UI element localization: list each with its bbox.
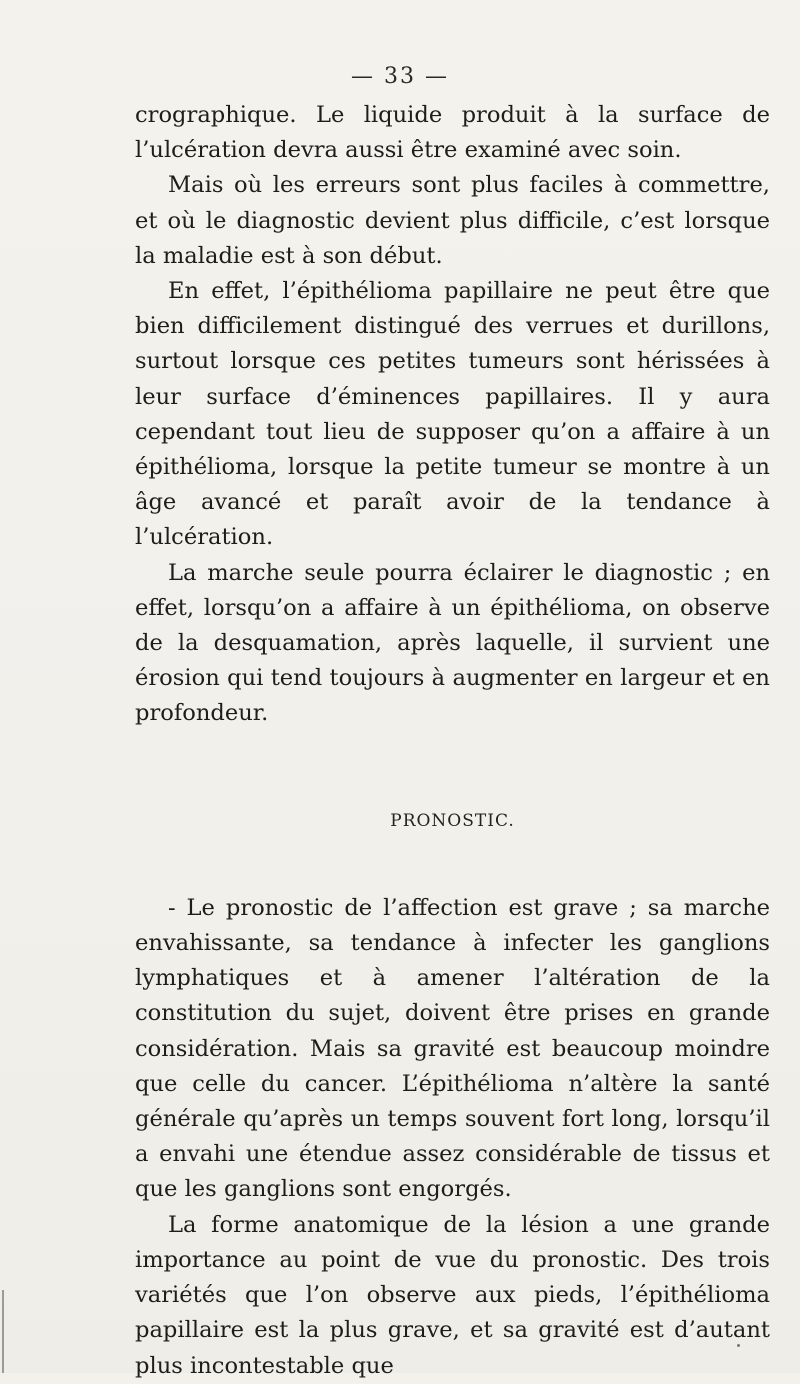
- paragraph-continuation: crographique. Le liquide produit à la surface de l’ulcération devra aussi être examiné avec soin.: [135, 102, 770, 164]
- paragraph: La forme anatomique de la lésion a une grande importance au point de vue du pronostic. Des trois variétés que l’on observe aux pieds, l’épithélioma papillaire est la plus grave, et sa gravité est d’autant plus incontestable que: [135, 1211, 770, 1379]
- ink-speck: [737, 1344, 740, 1347]
- paragraph: La marche seule pourra éclairer le diagnostic ; en effet, lorsqu’on a affaire à un épithélioma, on observe de la desquamation, après laquelle, il survient une érosion qui tend toujours à augmenter en largeur et en profondeur.: [135, 559, 770, 727]
- section-heading: PRONOSTIC.: [390, 810, 515, 831]
- paragraph: En effet, l’épithélioma papillaire ne peut être que bien difficilement distingué des verrues et durillons, surtout lorsque ces petites tumeurs sont hérissées à leur surface d’éminences papillaires. Il y aura cependant tout lieu de supposer qu’on a affaire à un épithélioma, lorsque la petite tumeur se montre à un âge avancé et paraît avoir de la tendance à l’ulcération.: [135, 278, 770, 551]
- paragraph: Mais où les erreurs sont plus faciles à commettre, et où le diagnostic devient plus difficile, c’est lorsque la maladie est à son début.: [135, 172, 770, 269]
- page-body: [135, 98, 770, 1384]
- page-number: — 33 —: [351, 64, 449, 89]
- page-edge-shadow: [2, 1290, 4, 1373]
- paragraph: - Le pronostic de l’affection est grave ; sa marche envahissante, sa tendance à infecter les ganglions lymphatiques et à amener l’altération de la constitution du sujet, doivent être prises en grande considération. Mais sa gravité est beaucoup moindre que celle du cancer. L’épithélioma n’altère la santé générale qu’après un temps souvent fort long, lorsqu’il a envahi une étendue assez considérable de tissus et que les ganglions sont engorgés.: [135, 894, 770, 1203]
